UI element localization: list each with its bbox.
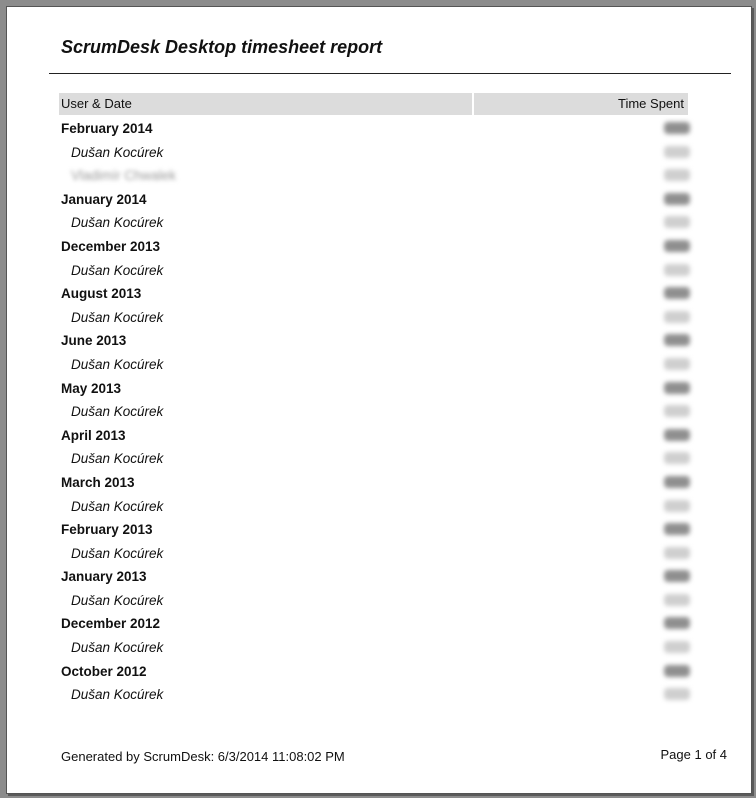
month-label: August 2013	[61, 286, 142, 302]
month-group-row	[59, 377, 688, 401]
column-divider	[472, 93, 474, 115]
user-row	[59, 306, 688, 330]
month-group-row	[59, 117, 688, 141]
generated-footer: Generated by ScrumDesk: 6/3/2014 11:08:02 PM	[61, 749, 345, 764]
title-divider	[49, 73, 731, 74]
time-spent-value-redacted	[664, 500, 690, 512]
time-spent-value-redacted	[664, 358, 690, 370]
report-rows	[59, 117, 688, 707]
time-spent-value-redacted	[664, 665, 690, 677]
time-spent-value-redacted	[664, 334, 690, 346]
time-spent-value-redacted	[664, 193, 690, 205]
month-group-row	[59, 235, 688, 259]
time-spent-value-redacted	[664, 547, 690, 559]
month-group-row	[59, 518, 688, 542]
report-page	[6, 6, 752, 794]
time-spent-value-redacted	[664, 429, 690, 441]
user-name: Vladimír Chwalek	[71, 168, 177, 184]
month-label: May 2013	[61, 380, 122, 396]
user-row	[59, 683, 688, 707]
month-group-row	[59, 565, 688, 589]
time-spent-value-redacted	[664, 452, 690, 464]
user-name: Dušan Kocúrek	[71, 640, 164, 656]
month-label: January 2013	[61, 569, 147, 585]
user-row	[59, 400, 688, 424]
time-spent-value-redacted	[664, 169, 690, 181]
user-row	[59, 636, 688, 660]
page-number: Page 1 of 4	[660, 747, 727, 762]
user-row	[59, 542, 688, 566]
time-spent-value-redacted	[664, 617, 690, 629]
user-name: Dušan Kocúrek	[71, 356, 164, 372]
month-label: December 2012	[61, 616, 161, 632]
time-spent-value-redacted	[664, 146, 690, 158]
month-label: February 2014	[61, 121, 153, 136]
user-name: Dušan Kocúrek	[71, 687, 164, 703]
month-group-row	[59, 282, 688, 306]
month-group-row	[59, 329, 688, 353]
user-name: Dušan Kocúrek	[71, 592, 164, 608]
month-group-row	[59, 660, 688, 684]
time-spent-value-redacted	[664, 264, 690, 276]
month-group-row	[59, 188, 688, 212]
time-spent-value-redacted	[664, 688, 690, 700]
time-spent-value-redacted	[664, 523, 690, 535]
month-label: October 2012	[61, 663, 147, 679]
user-row	[59, 495, 688, 519]
user-name: Dušan Kocúrek	[71, 309, 164, 325]
user-name: Dušan Kocúrek	[71, 215, 164, 231]
month-label: March 2013	[61, 474, 135, 490]
month-label: April 2013	[61, 427, 126, 443]
user-row	[59, 211, 688, 235]
time-spent-value-redacted	[664, 476, 690, 488]
column-header-time-spent: Time Spent	[618, 96, 684, 111]
time-spent-value-redacted	[664, 382, 690, 394]
table-header	[59, 93, 688, 115]
time-spent-value-redacted	[664, 641, 690, 653]
report-title: ScrumDesk Desktop timesheet report	[61, 37, 383, 57]
user-row	[59, 141, 688, 165]
time-spent-value-redacted	[664, 594, 690, 606]
user-row	[59, 589, 688, 613]
user-name: Dušan Kocúrek	[71, 498, 164, 514]
user-name: Dušan Kocúrek	[71, 144, 164, 160]
time-spent-value-redacted	[664, 122, 690, 134]
time-spent-value-redacted	[664, 216, 690, 228]
user-name: Dušan Kocúrek	[71, 451, 164, 467]
user-row	[59, 164, 688, 188]
time-spent-value-redacted	[664, 287, 690, 299]
month-label: February 2013	[61, 522, 153, 538]
user-name: Dušan Kocúrek	[71, 545, 164, 561]
user-name: Dušan Kocúrek	[71, 404, 164, 420]
time-spent-value-redacted	[664, 311, 690, 323]
month-group-row	[59, 612, 688, 636]
user-name: Dušan Kocúrek	[71, 262, 164, 278]
user-row	[59, 353, 688, 377]
user-row	[59, 447, 688, 471]
time-spent-value-redacted	[664, 240, 690, 252]
time-spent-value-redacted	[664, 570, 690, 582]
month-label: June 2013	[61, 333, 127, 349]
user-row	[59, 259, 688, 283]
month-label: December 2013	[61, 238, 161, 254]
column-header-user-date: User & Date	[61, 96, 132, 111]
month-group-row	[59, 471, 688, 495]
month-label: January 2014	[61, 191, 147, 207]
time-spent-value-redacted	[664, 405, 690, 417]
month-group-row	[59, 424, 688, 448]
